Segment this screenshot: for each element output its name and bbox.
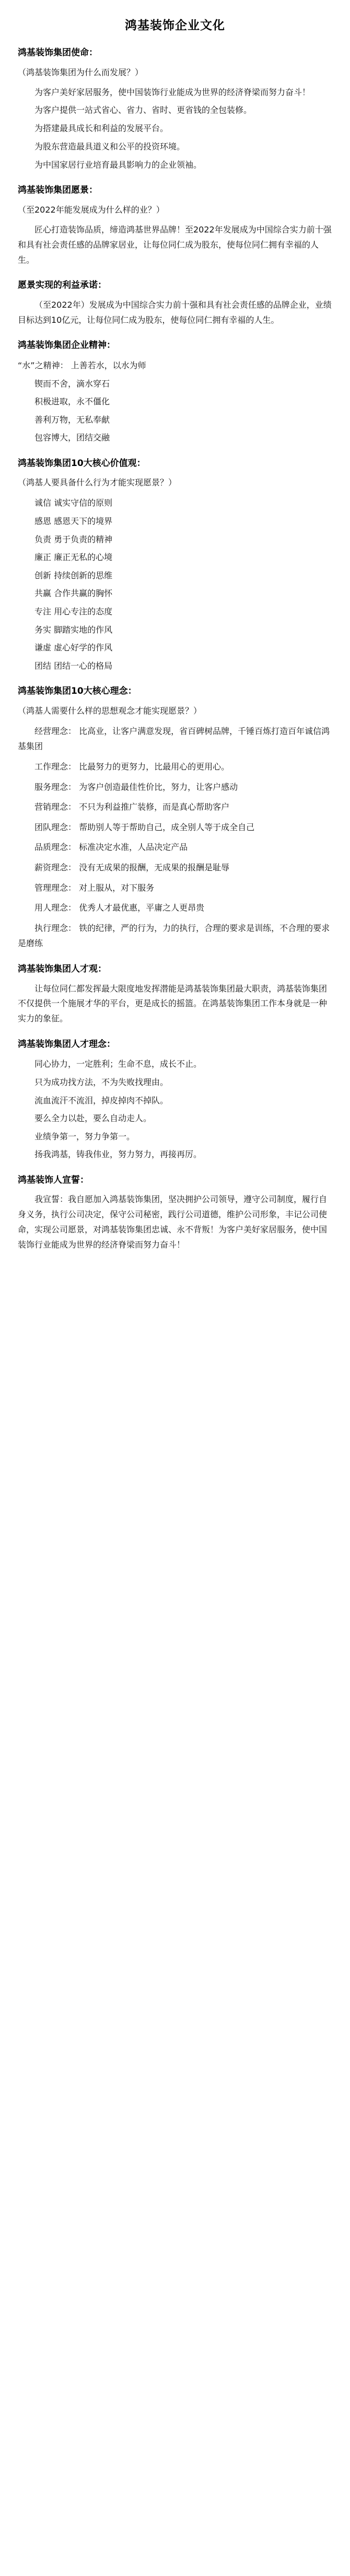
document-page — [0, 0, 350, 1287]
section-line: 为股东营造最具道义和公平的投资环境。 — [34, 141, 185, 151]
spirit-line: 积极进取，永不僵化 — [34, 397, 110, 407]
section-heading: 鸿基装饰集团人才理念： — [18, 1039, 115, 1050]
idea-item: 执行理念： 铁的纪律，严的行为，力的执行，合理的要求是训练，不合理的要求是磨练 — [18, 923, 330, 949]
section-line: 我宣誓：我自愿加入鸿基装饰集团，坚决拥护公司领导，遵守公司制度，履行自身义务，执行公司决定，保守公司秘密，践行公司道德，维护公司形象，丰记公司使命，实现公司愿景，对鸿基装饰集团忠诚、永不背叛！为客户美好家居服务，使中国装饰行业能成为世界的经济脊梁而努力奋斗！ — [18, 1194, 328, 1250]
section-heading: 鸿基装饰集团企业精神： — [18, 340, 115, 351]
section-spirit — [18, 339, 332, 445]
talent-line: 扬我鸿基，铸我伟业，努力努力，再接再厉。 — [34, 1149, 202, 1160]
talent-line: 要么全力以赴，要么自动走人。 — [34, 1113, 152, 1124]
idea-item: 薪资理念： 没有无成果的报酬，无成果的报酬是耻辱 — [34, 862, 230, 873]
section-heading: 鸿基装饰集团人才观： — [18, 964, 107, 974]
section-promise — [18, 279, 332, 328]
section-mission — [18, 46, 332, 172]
section-heading: 鸿基装饰人宣誓： — [18, 1174, 89, 1185]
section-talent-ideas — [18, 1038, 332, 1162]
core-value-item: 专注 用心专注的态度 — [34, 607, 113, 616]
idea-item: 管理理念： 对上服从，对下服务 — [34, 882, 155, 893]
section-question: （鸿基装饰集团为什么而发展？） — [18, 67, 144, 77]
core-value-item: 团结 团结一心的格局 — [34, 660, 113, 671]
idea-item: 用人理念： 优秀人才最优惠，平庸之人更昂贵 — [34, 903, 205, 913]
idea-item: 经营理念： 比高业，让客户满意发现，省百碑树品牌，千锤百炼打造百年诚信鸿基集团 — [18, 726, 330, 752]
talent-line: 业绩争第一，努力争第一。 — [34, 1131, 135, 1141]
spirit-line: 善利万物，无私奉献 — [34, 414, 110, 425]
idea-item: 工作理念： 比最努力的更努力，比最用心的更用心。 — [34, 762, 230, 772]
spirit-line: “水”之精神： 上善若水，以水为师 — [18, 360, 146, 370]
idea-item: 营销理念： 不只为利益推广装修，而是真心帮助客户 — [34, 802, 230, 812]
spirit-line: 锲而不舍，滴水穿石 — [34, 378, 110, 389]
talent-line: 只为成功找方法，不为失败找理由。 — [34, 1077, 169, 1087]
page-title: 鸿基装饰企业文化 — [125, 19, 225, 32]
talent-line: 同心协力，一定胜利；生命不息，成长不止。 — [34, 1059, 202, 1069]
core-value-item: 诚信 诚实守信的原则 — [34, 498, 113, 508]
section-line: 匠心打造装饰品质，缔造鸿基世界品牌！至2022年发展成为中国综合实力前十强和具有社会责任感的品牌家居业，让每位同仁成为股东，使每位同仁拥有幸福的人生。 — [18, 224, 332, 265]
section-line: 让每位同仁都发挥最大限度地发挥潜能是鸿基装饰集团最大职责，鸿基装饰集团不仅提供一个施展才华的平台，更是成长的摇篮。在鸿基装饰集团工作本身就是一种实力的象征。 — [18, 983, 328, 1024]
section-question: （鸿基人需要什么样的思想观念才能实现愿景？） — [18, 705, 202, 716]
section-heading: 鸿基装饰集团愿景： — [18, 185, 98, 196]
section-oath — [18, 1174, 332, 1253]
section-line: 为客户提供一站式省心、省力、省时、更省钱的全包装修。 — [34, 105, 252, 115]
core-value-item: 谦虚 虚心好学的作风 — [34, 643, 113, 653]
idea-item: 团队理念： 帮助别人等于帮助自己，成全别人等于成全自己 — [34, 822, 255, 832]
section-heading: 鸿基装饰集团10大核心价值观： — [18, 458, 146, 469]
section-talent-view — [18, 963, 332, 1027]
core-value-item: 感恩 感恩天下的境界 — [34, 516, 113, 527]
section-heading: 鸿基装饰集团10大核心理念： — [18, 686, 137, 697]
core-value-item: 创新 持续创新的思维 — [34, 570, 113, 580]
section-heading: 愿景实现的利益承诺： — [18, 280, 107, 291]
section-question: （至2022年能发展成为什么样的业？） — [18, 204, 165, 215]
section-question: （鸿基人要具备什么行为才能实现愿景？） — [18, 477, 177, 488]
spirit-line: 包容博大，团结交融 — [34, 433, 110, 443]
section-vision — [18, 184, 332, 267]
section-question: （至2022年）发展成为中国综合实力前十强和具有社会责任感的品牌企业，业绩目标达到10亿元，让每位同仁成为股东，使每位同仁拥有幸福的人生。 — [18, 299, 332, 325]
core-value-item: 廉正 廉正无私的心境 — [34, 552, 113, 563]
section-heading: 鸿基装饰集团使命： — [18, 48, 98, 58]
idea-item: 服务理念： 为客户创造最佳性价比，努力，让客户感动 — [34, 782, 238, 792]
section-core-values — [18, 457, 332, 673]
talent-line: 流血流汗不流泪，掉皮掉肉不掉队。 — [34, 1095, 169, 1105]
section-line: 为搭建最具成长和利益的发展平台。 — [34, 123, 169, 134]
section-line: 为客户美好家居服务，使中国装饰行业能成为世界的经济脊梁而努力奋斗！ — [34, 87, 311, 97]
core-value-item: 共赢 合作共赢的胸怀 — [34, 588, 113, 599]
idea-item: 品质理念： 标准决定水准，人品决定产品 — [34, 842, 188, 853]
section-line: 为中国家居行业培育最具影响力的企业领袖。 — [34, 159, 202, 170]
core-value-item: 负责 勇于负责的精神 — [34, 534, 113, 544]
section-core-ideas — [18, 685, 332, 951]
core-value-item: 务实 脚踏实地的作风 — [34, 624, 113, 635]
